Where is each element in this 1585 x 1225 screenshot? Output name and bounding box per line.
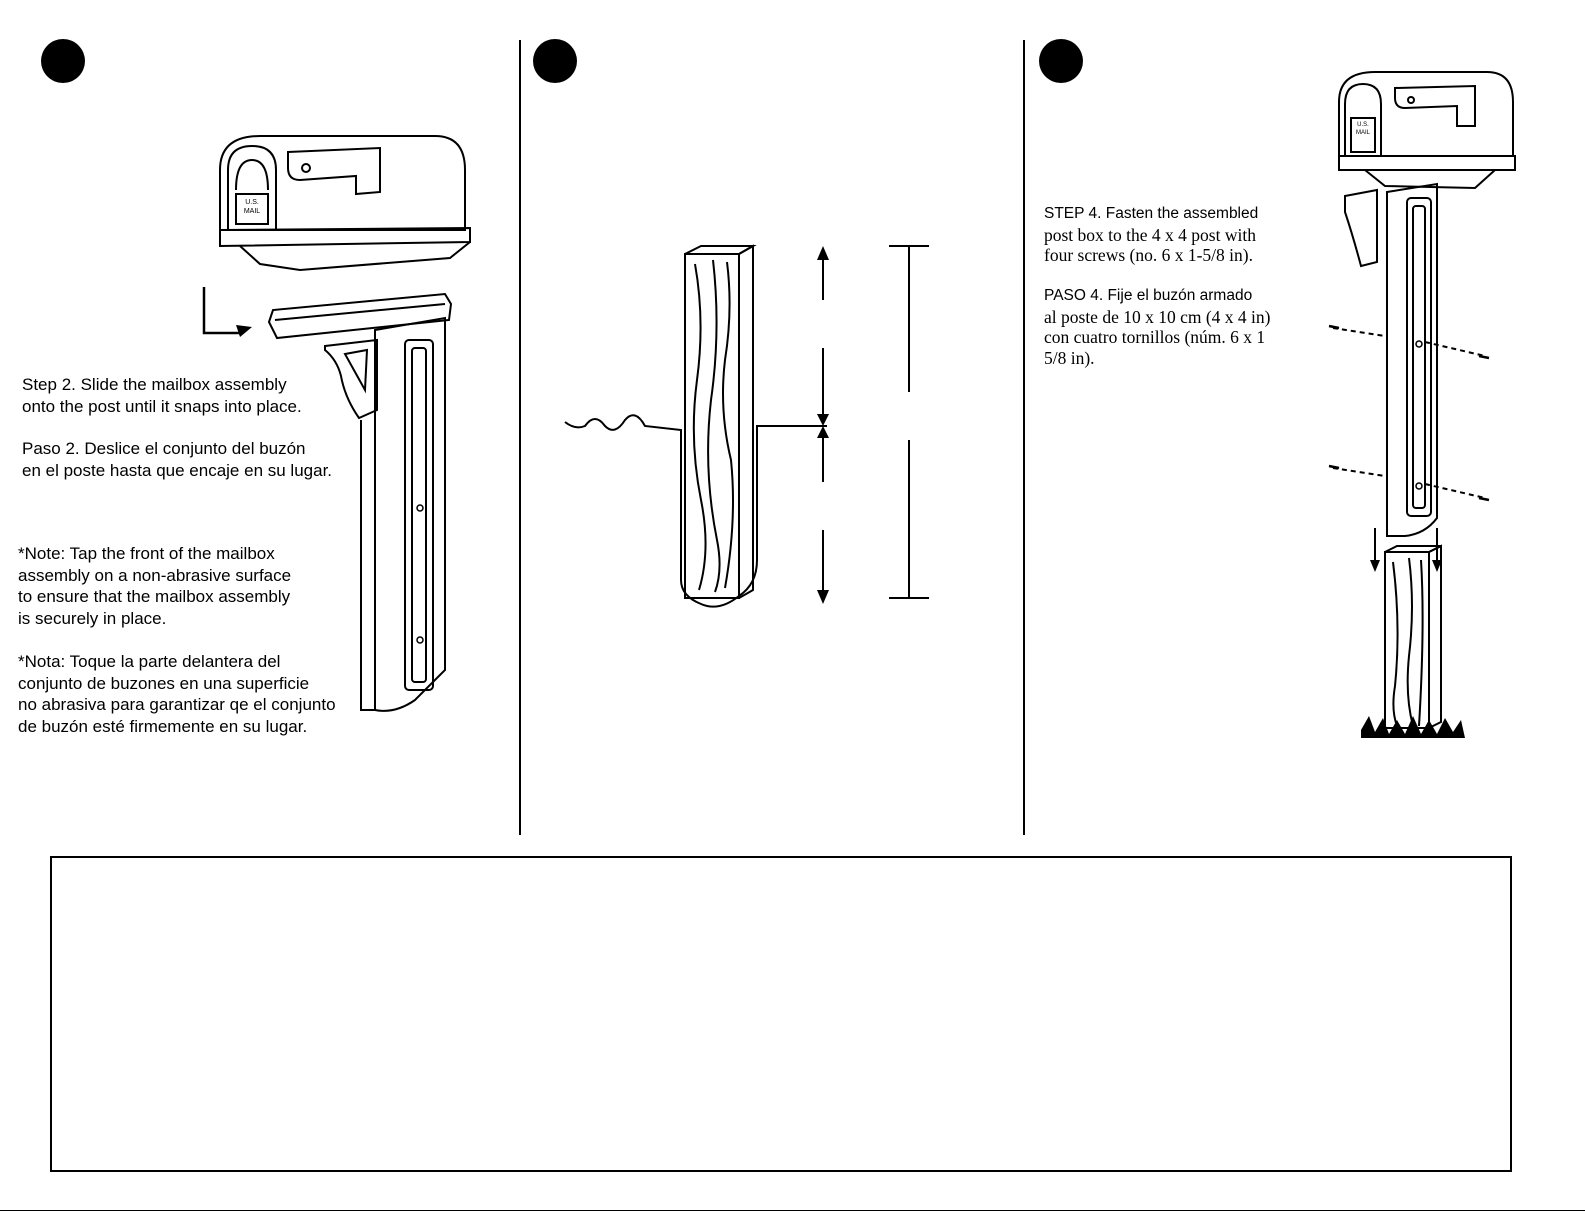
note-es-line-2: conjunto de buzones en una superficie xyxy=(18,673,310,693)
step-4-en-line-3: four screws (no. 6 x 1-5/8 in). xyxy=(1044,245,1253,265)
step-number-dot-3 xyxy=(1039,39,1083,83)
note-en-line-4: is securely in place. xyxy=(18,608,167,628)
mailbox-plate-line-1: U.S. xyxy=(1357,122,1369,128)
note-en-line-1: *Note: Tap the front of the mailbox xyxy=(18,544,275,563)
panel-step-4 xyxy=(1025,0,1585,840)
note-en-line-3: to ensure that the mailbox assembly xyxy=(18,587,291,606)
note-es xyxy=(18,651,336,737)
note-es-line-4: de buzón esté firmemente en su lugar. xyxy=(18,716,308,736)
assembled-mailbox-illustration xyxy=(1325,66,1525,746)
step-4-es-line-3: con cuatro tornillos (núm. 6 x 1 xyxy=(1044,327,1266,347)
bottom-empty-box xyxy=(50,856,1512,1172)
step-number-dot-1 xyxy=(41,39,85,83)
step-number-dot-2 xyxy=(533,39,577,83)
step-4-instructions-en xyxy=(1044,204,1258,266)
step-4-en-line-2: post box to the 4 x 4 post with xyxy=(1044,224,1256,245)
mailbox-plate-line-1: U.S. xyxy=(245,199,259,206)
step-2-instructions-en xyxy=(22,374,302,417)
note-en xyxy=(18,543,291,629)
note-es-line-3: no abrasiva para garantizar qe el conjunto xyxy=(18,695,336,714)
mailbox-plate-line-2: MAIL xyxy=(1355,130,1371,136)
post-in-ground-illustration xyxy=(561,240,961,620)
panel-step-2 xyxy=(0,0,518,840)
footer-rule xyxy=(0,1210,1585,1211)
note-en-line-2: assembly on a non-abrasive surface xyxy=(18,565,292,585)
note-es-line-1: *Nota: Toque la parte delantera del xyxy=(18,652,281,671)
slide-arrow-icon xyxy=(200,285,260,340)
step-2-es-line-2: en el poste hasta que encaje en su lugar. xyxy=(22,460,333,480)
mailbox-plate-line-2: MAIL xyxy=(243,208,261,215)
step-4-es-line-1: PASO 4. Fije el buzón armado xyxy=(1044,287,1253,304)
step-2-es-line-1: Paso 2. Deslice el conjunto del buzón xyxy=(22,439,306,458)
step-4-en-line-1: STEP 4. Fasten the assembled xyxy=(1044,205,1259,222)
mailbox-illustration xyxy=(200,130,490,290)
step-4-instructions-es xyxy=(1044,286,1270,368)
step-4-es-line-2: al poste de 10 x 10 cm (4 x 4 in) xyxy=(1044,306,1271,327)
step-4-es-line-4: 5/8 in). xyxy=(1044,347,1095,368)
step-2-instructions-es xyxy=(22,438,332,481)
panel-step-3 xyxy=(521,0,1023,840)
step-2-en-line-2: onto the post until it snaps into place. xyxy=(22,396,302,416)
step-2-en-line-1: Step 2. Slide the mailbox assembly xyxy=(22,375,287,394)
